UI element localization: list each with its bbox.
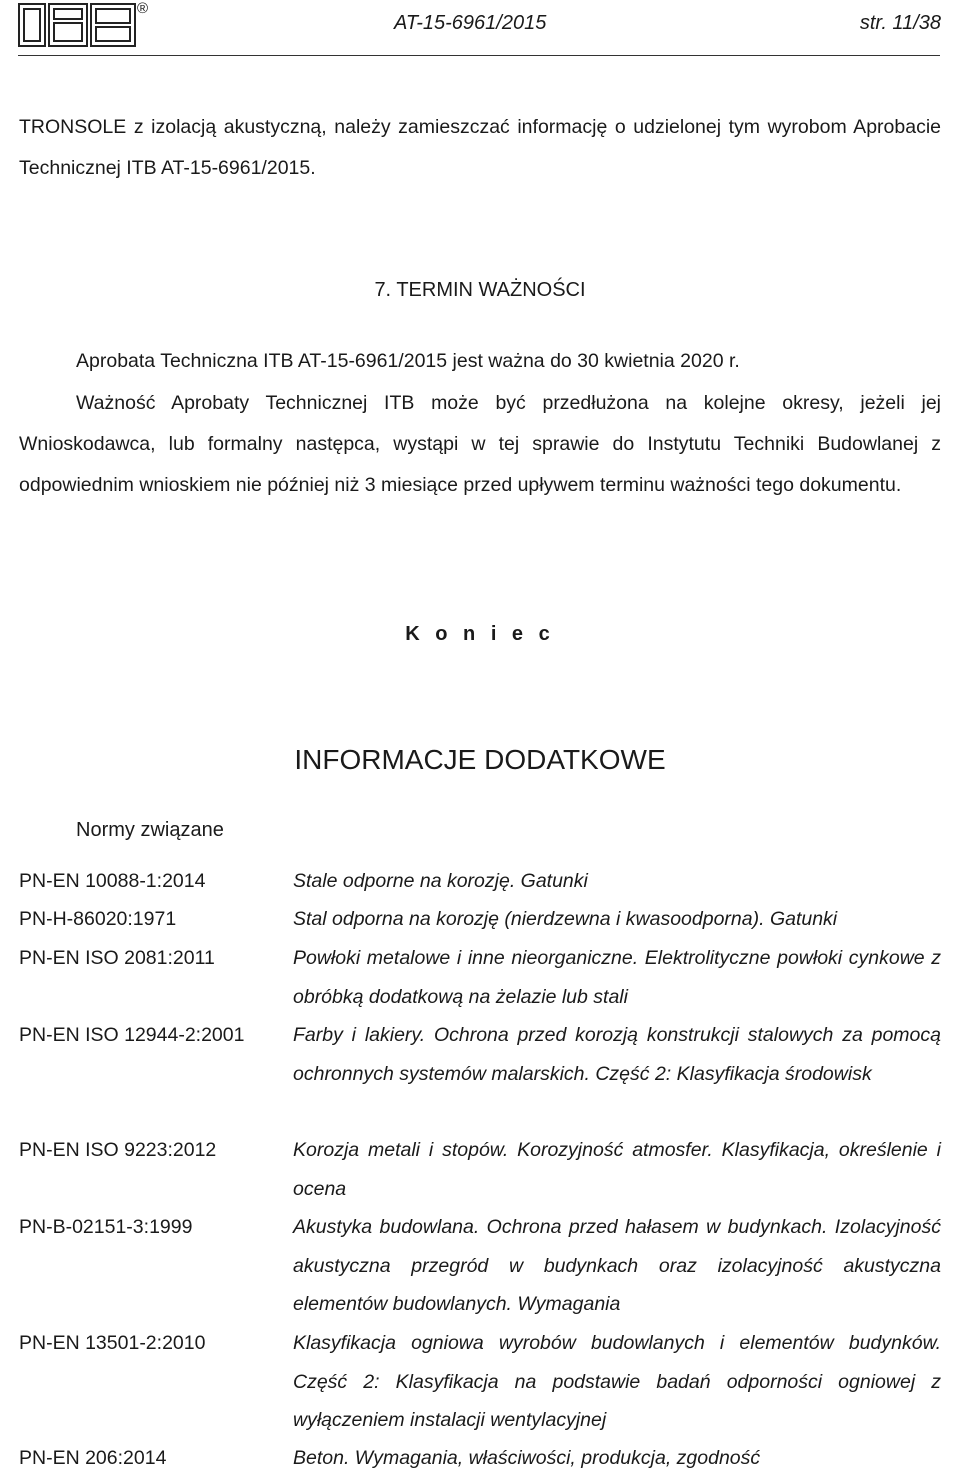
- header-divider: [18, 55, 940, 56]
- extension-paragraph: Ważność Aprobaty Technicznej ITB może być przedłużona na kolejne okresy, jeżeli jej Wnioskodawca, lub formalny następca, wystąpi w tej sprawie do Instytutu Techniki Budowlanej z odpowiednim wnioskiem nie później niż 3 miesiące przed upływem terminu ważności tego dokumentu.: [19, 392, 941, 496]
- standard-description: Korozja metali i stopów. Korozyjność atmosfer. Klasyfikacja, określenie i ocena: [293, 1139, 941, 1200]
- standard-code: PN-H-86020:1971: [19, 908, 177, 930]
- standard-code: PN-B-02151-3:1999: [19, 1216, 193, 1238]
- registered-mark: ®: [137, 0, 149, 17]
- document-number: AT-15-6961/2015: [394, 12, 547, 34]
- itb-logo-icon: [18, 3, 136, 47]
- standard-code: PN-EN ISO 2081:2011: [19, 947, 215, 969]
- standard-code: PN-EN ISO 12944-2:2001: [19, 1024, 245, 1046]
- section-title: 7. TERMIN WAŻNOŚCI: [374, 279, 586, 301]
- end-mark: K o n i e c: [405, 623, 555, 645]
- intro-paragraph: TRONSOLE z izolacją akustyczną, należy zamieszczać informację o udzielonej tym wyrobom Aprobacie Technicznej ITB AT-15-6961/2015.: [19, 116, 941, 179]
- standard-description: Powłoki metalowe i inne nieorganiczne. Elektrolityczne powłoki cynkowe z obróbką dodatkową na żelazie lub stali: [293, 947, 941, 1008]
- standard-code: PN-EN 10088-1:2014: [19, 870, 206, 892]
- standard-description: Klasyfikacja ogniowa wyrobów budowlanych i elementów budynków. Część 2: Klasyfikacja na podstawie badań odporności ogniowej z wyłączeniem instalacji wentylacyjnej: [293, 1332, 941, 1431]
- info-title: INFORMACJE DODATKOWE: [294, 744, 666, 775]
- page-number: str. 11/38: [859, 12, 941, 34]
- validity-statement: Aprobata Techniczna ITB AT-15-6961/2015 jest ważna do 30 kwietnia 2020 r.: [76, 350, 740, 372]
- standard-description: Stale odporne na korozję. Gatunki: [293, 870, 588, 892]
- standard-code: PN-EN ISO 9223:2012: [19, 1139, 217, 1161]
- standard-description: Farby i lakiery. Ochrona przed korozją konstrukcji stalowych za pomocą ochronnych systemów malarskich. Część 2: Klasyfikacja środowisk: [293, 1024, 941, 1085]
- standards-subtitle: Normy związane: [76, 819, 224, 841]
- standard-description: Akustyka budowlana. Ochrona przed hałasem w budynkach. Izolacyjność akustyczna przegród w budynkach oraz izolacyjność akustyczna elementów budowlanych. Wymagania: [293, 1216, 941, 1315]
- standard-code: PN-EN 13501-2:2010: [19, 1332, 206, 1354]
- standard-code: PN-EN 206:2014: [19, 1447, 167, 1469]
- standard-description: Beton. Wymagania, właściwości, produkcja, zgodność: [293, 1447, 761, 1469]
- standard-description: Stal odporna na korozję (nierdzewna i kwasoodporna). Gatunki: [293, 908, 838, 930]
- page-header: [0, 0, 960, 56]
